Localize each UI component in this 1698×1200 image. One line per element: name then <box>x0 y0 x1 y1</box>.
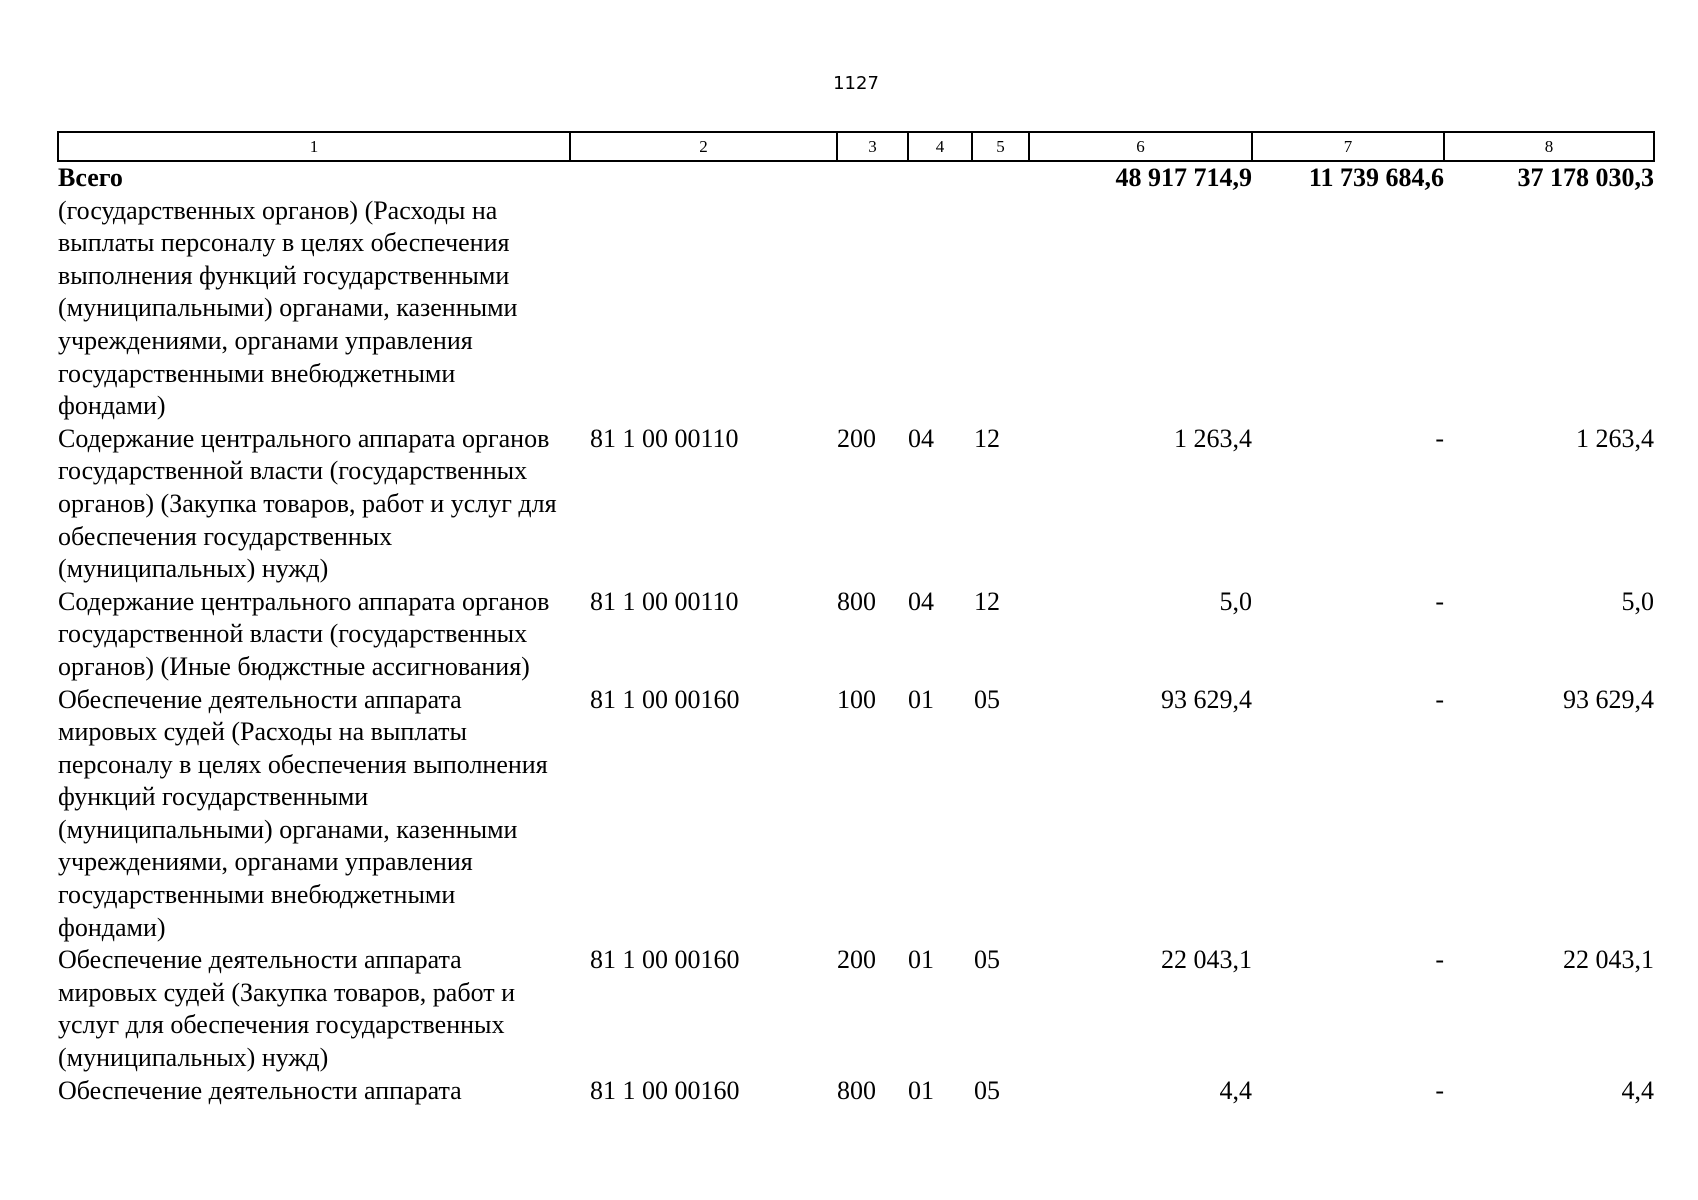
expense-type-code-cell <box>837 161 908 195</box>
amount-col8-cell: 37 178 030,3 <box>1517 163 1654 192</box>
amount-col8-cell: 22 043,1 <box>1563 945 1654 975</box>
total-amount-cell: 5,0 <box>1219 586 1252 616</box>
total-amount-cell: 48 917 714,9 <box>1115 163 1252 192</box>
column-header: 7 <box>1252 132 1444 161</box>
total-amount-cell: 1 263,4 <box>1174 423 1252 453</box>
total-amount-cell: 4,4 <box>1219 1075 1252 1105</box>
target-article-code-cell: 81 1 00 00110 <box>590 423 739 453</box>
amount-col7-cell: - <box>1435 423 1444 453</box>
subsection-code-cell <box>972 195 1029 423</box>
column-header: 6 <box>1029 132 1252 161</box>
target-article-code-cell: 81 1 00 00160 <box>590 945 740 975</box>
target-article-code-cell: 81 1 00 00160 <box>590 1075 740 1105</box>
total-amount-cell: 93 629,4 <box>1161 684 1252 714</box>
section-code-cell <box>908 161 972 195</box>
table-body <box>58 161 1654 1107</box>
column-number-row <box>58 132 1654 161</box>
target-article-code-cell <box>570 195 837 423</box>
subsection-code-cell: 05 <box>974 945 1000 975</box>
target-article-code-cell: 81 1 00 00160 <box>590 684 740 714</box>
table-row <box>58 684 1654 945</box>
total-row <box>58 161 1654 195</box>
subsection-code-cell: 12 <box>974 423 1000 453</box>
table-header <box>58 132 1654 161</box>
expense-type-code-cell: 200 <box>837 423 876 453</box>
table-row <box>58 586 1654 684</box>
column-header: 2 <box>570 132 837 161</box>
budget-table <box>57 131 1655 1107</box>
row-name-cell: Обеспечение деятельности аппарата мировых судей (Расходы на выплаты персоналу в целях обеспечения выполнения функций государственными (муниципальными) органами, казенными учреждениями, органами управления государственными внебюджетными фондами) <box>58 684 548 942</box>
column-header: 5 <box>972 132 1029 161</box>
expense-type-code-cell: 100 <box>837 684 876 714</box>
section-code-cell: 04 <box>908 586 934 616</box>
column-header: 8 <box>1444 132 1654 161</box>
amount-col7-cell: - <box>1435 1075 1444 1105</box>
expense-type-code-cell: 800 <box>837 586 876 616</box>
amount-col8-cell: 5,0 <box>1621 586 1654 616</box>
subsection-code-cell: 05 <box>974 1075 1000 1105</box>
table-row <box>58 423 1654 586</box>
expense-type-code-cell <box>837 195 908 423</box>
page-number: 1127 <box>833 73 879 94</box>
expense-type-code-cell: 800 <box>837 1075 876 1105</box>
amount-col8-cell: 93 629,4 <box>1563 684 1654 714</box>
amount-col7-cell: 11 739 684,6 <box>1308 163 1444 192</box>
section-code-cell: 04 <box>908 423 934 453</box>
table-row <box>58 1075 1654 1108</box>
column-header: 3 <box>837 132 908 161</box>
amount-col7-cell <box>1252 195 1444 423</box>
amount-col8-cell: 4,4 <box>1621 1075 1654 1105</box>
row-name-cell: Обеспечение деятельности аппарата мировых судей (Закупка товаров, работ и услуг для обеспечения государственных (муниципальных) нужд) <box>58 945 516 1073</box>
total-amount-cell <box>1029 195 1252 423</box>
section-code-cell <box>908 195 972 423</box>
column-header: 4 <box>908 132 972 161</box>
amount-col7-cell: - <box>1435 945 1444 975</box>
amount-col8-cell <box>1444 195 1654 423</box>
expense-type-code-cell: 200 <box>837 945 876 975</box>
row-name-cell: Содержание центрального аппарата органов государственной власти (государственных органов) (Иные бюджстные ассигнования) <box>58 586 550 681</box>
amount-col7-cell: - <box>1435 586 1444 616</box>
row-name-cell: Содержание центрального аппарата органов государственной власти (государственных органов) (Закупка товаров, работ и услуг для обеспечения государственных (муниципальных) нужд) <box>58 423 557 584</box>
table-row <box>58 944 1654 1074</box>
amount-col7-cell: - <box>1435 684 1444 714</box>
row-name-cell: Всего <box>58 163 123 192</box>
table-row <box>58 195 1654 423</box>
section-code-cell: 01 <box>908 1075 934 1105</box>
subsection-code-cell: 05 <box>974 684 1000 714</box>
target-article-code-cell: 81 1 00 00110 <box>590 586 739 616</box>
row-name-cell: (государственных органов) (Расходы на выплаты персоналу в целях обеспечения выполнения функций государственными (муниципальными) органами, казенными учреждениями, органами управления государственными внебюджетными фондами) <box>58 195 518 421</box>
section-code-cell: 01 <box>908 684 934 714</box>
subsection-code-cell: 12 <box>974 586 1000 616</box>
section-code-cell: 01 <box>908 945 934 975</box>
total-amount-cell: 22 043,1 <box>1161 945 1252 975</box>
column-header: 1 <box>58 132 570 161</box>
target-article-code-cell <box>570 161 837 195</box>
amount-col8-cell: 1 263,4 <box>1576 423 1654 453</box>
subsection-code-cell <box>972 161 1029 195</box>
row-name-cell: Обеспечение деятельности аппарата <box>58 1075 462 1105</box>
